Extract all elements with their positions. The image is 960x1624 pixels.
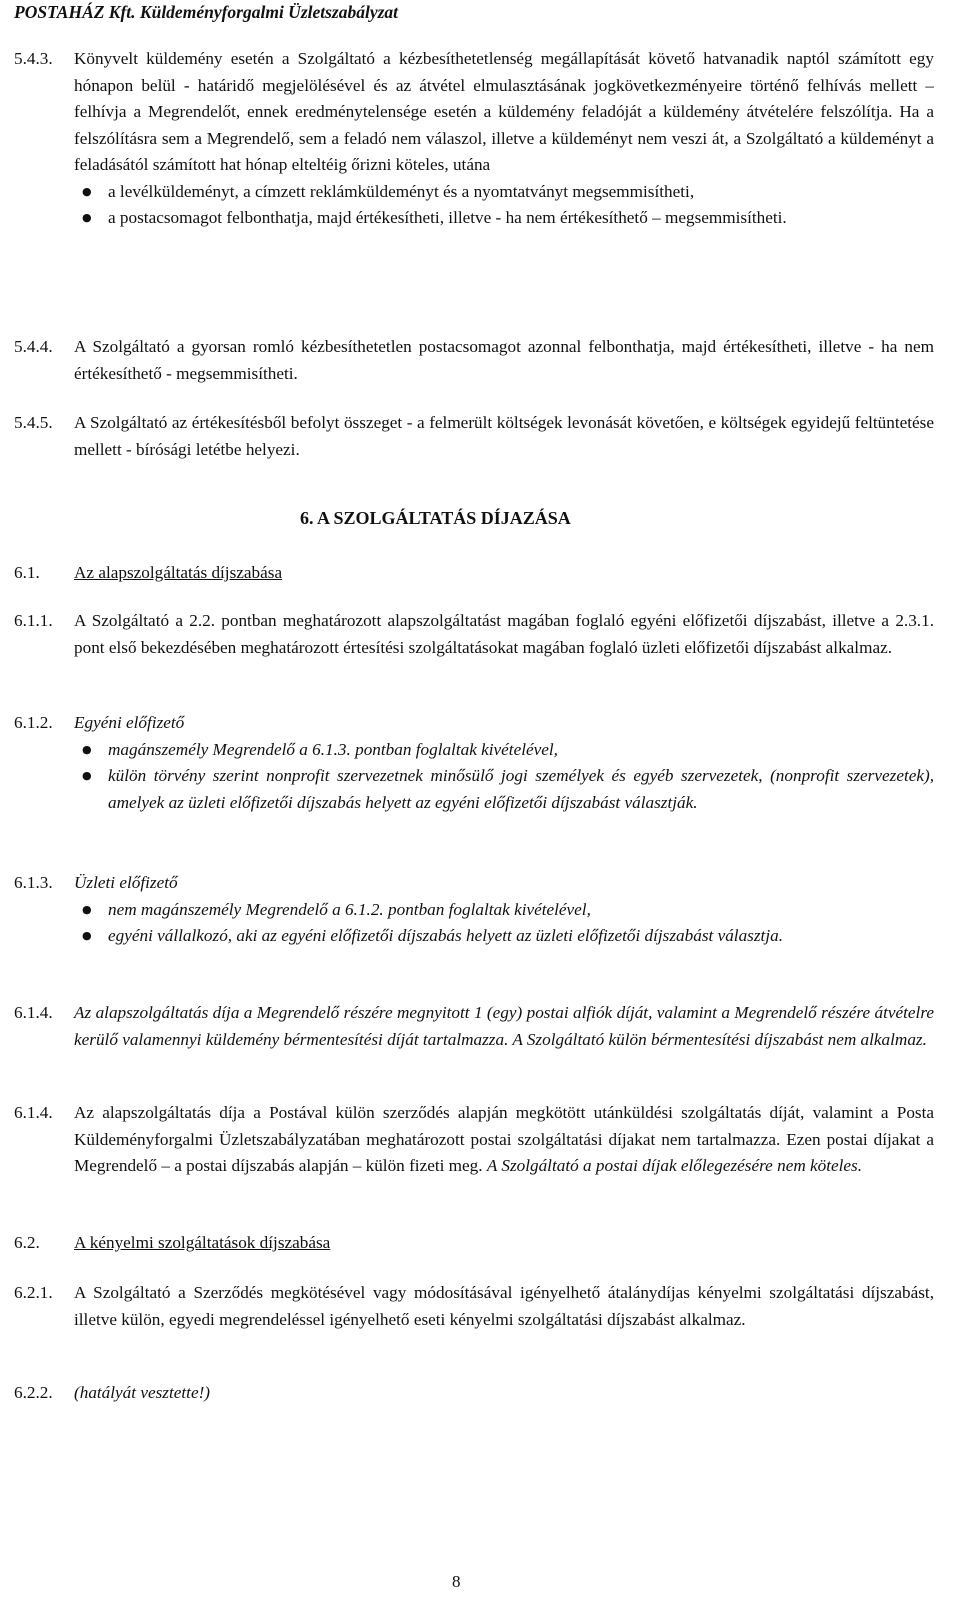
section-number: 5.4.5. xyxy=(14,413,53,432)
section-5-4-4 xyxy=(14,334,934,387)
section-6-1-1 xyxy=(14,608,934,661)
section-number: 6.1.2. xyxy=(14,713,53,732)
section-6-1-2 xyxy=(14,710,934,816)
section-number: 5.4.3. xyxy=(14,49,53,68)
section-6-2-1 xyxy=(14,1280,934,1333)
bullet-item: ● a postacsomagot felbonthatja, majd értékesítheti, illetve - ha nem értékesíthető – megsemmisítheti. xyxy=(74,205,934,232)
section-number: 6.2.2. xyxy=(14,1383,53,1402)
section-text: A Szolgáltató az értékesítésből befolyt összeget - a felmerült költségek levonását követően, e költségek egyidejű feltüntetése mellett - bírósági letétbe helyezi. xyxy=(74,413,934,459)
section-5-4-3 xyxy=(14,46,934,232)
section-number: 6.1.3. xyxy=(14,873,53,892)
section-number: 6.2. xyxy=(14,1233,40,1252)
section-title: Egyéni előfizető xyxy=(74,713,185,732)
section-6-1-3 xyxy=(14,870,934,950)
chapter-heading: 6. A SZOLGÁLTATÁS DÍJAZÁSA xyxy=(300,508,571,528)
page-header: POSTAHÁZ Kft. Küldeményforgalmi Üzletszabályzat xyxy=(14,2,399,22)
section-6-2 xyxy=(14,1230,934,1257)
section-title: A kényelmi szolgáltatások díjszabása xyxy=(74,1233,331,1252)
section-5-4-5 xyxy=(14,410,934,463)
bullet-item: ● magánszemély Megrendelő a 6.1.3. pontban foglaltak kivételével, xyxy=(74,737,934,764)
bullet-item: ● külön törvény szerint nonprofit szervezetnek minősülő jogi személyek és egyéb szervezetek, (nonprofit szervezetek), amelyek az üzleti előfizetői díjszabás helyett az egyéni előfizetői díjszabást választják. xyxy=(74,763,934,816)
page-number: 8 xyxy=(452,1572,461,1591)
section-title: Az alapszolgáltatás díjszabása xyxy=(74,563,283,582)
bullet-item: ● egyéni vállalkozó, aki az egyéni előfizetői díjszabás helyett az üzleti előfizetői díjszabást választja. xyxy=(74,923,934,950)
section-6-1-4-a xyxy=(14,1000,934,1053)
section-title: Üzleti előfizető xyxy=(74,873,178,892)
section-number: 6.1.1. xyxy=(14,611,53,630)
bullet-item: ● a levélküldeményt, a címzett reklámküldeményt és a nyomtatványt megsemmisítheti, xyxy=(74,179,934,206)
section-text: A Szolgáltató a 2.2. pontban meghatározott alapszolgáltatást magában foglaló egyéni előfizetői díjszabást, illetve a 2.3.1. pont első bekezdésében meghatározott értesítési szolgáltatásokat magában foglaló üzleti előfizetői díjszabást alkalmaz. xyxy=(74,611,934,657)
section-text: Az alapszolgáltatás díja a Megrendelő részére megnyitott 1 (egy) postai alfiók díját, valamint a Megrendelő részére átvételre kerülő valamennyi küldemény bérmentesítési díját tartalmazza. A Szolgáltató külön bérmentesítési díjszabást nem alkalmaz. xyxy=(74,1003,934,1049)
section-text-italic: A Szolgáltató a postai díjak előlegezésére nem köteles. xyxy=(486,1156,863,1175)
section-text: A Szolgáltató a Szerződés megkötésével vagy módosításával igényelhető átalánydíjas kényelmi szolgáltatási díjszabást, illetve külön, egyedi megrendeléssel igényelhető eseti kényelmi szolgáltatási díjszabást alkalmaz. xyxy=(74,1283,934,1329)
section-number: 6.1.4. xyxy=(14,1003,53,1022)
section-6-2-2 xyxy=(14,1380,934,1407)
section-number: 6.1. xyxy=(14,563,40,582)
section-6-1 xyxy=(14,560,934,587)
section-number: 6.1.4. xyxy=(14,1103,53,1122)
section-text: Könyvelt küldemény esetén a Szolgáltató a kézbesíthetetlenség megállapítását követő hatvanadik naptól számított egy hónapon belül - határidő megjelölésével és az átvétel elmulasztásának jogkövetkezményeire történő felhívás mellett – felhívja a Megrendelőt, ennek eredménytelensége esetén a küldemény feladóját a küldemény átvételére felszólítja. Ha a felszólításra sem a Megrendelő, sem a feladó nem válaszol, illetve a küldeményt nem veszi át, a Szolgáltató a küldeményt a feladásától számított hat hónap elteltéig őrizni köteles, utána xyxy=(74,49,934,174)
section-6-1-4-b xyxy=(14,1100,934,1180)
section-text: (hatályát vesztette!) xyxy=(74,1383,211,1402)
section-text: Az alapszolgáltatás díja a Postával külön szerződés alapján megkötött utánküldési szolgáltatás díját, valamint a Posta Küldeményforgalmi Üzletszabályzatában meghatározott postai szolgáltatási díjakat nem tartalmazza. Ezen postai díjakat a Megrendelő – a postai díjszabás alapján – külön fizeti meg. xyxy=(74,1103,934,1175)
section-text: A Szolgáltató a gyorsan romló kézbesíthetetlen postacsomagot azonnal felbonthatja, majd értékesítheti, illetve - ha nem értékesíthető - megsemmisítheti. xyxy=(74,337,934,383)
section-number: 5.4.4. xyxy=(14,337,53,356)
bullet-item: ● nem magánszemély Megrendelő a 6.1.2. pontban foglaltak kivételével, xyxy=(74,897,934,924)
section-number: 6.2.1. xyxy=(14,1283,53,1302)
